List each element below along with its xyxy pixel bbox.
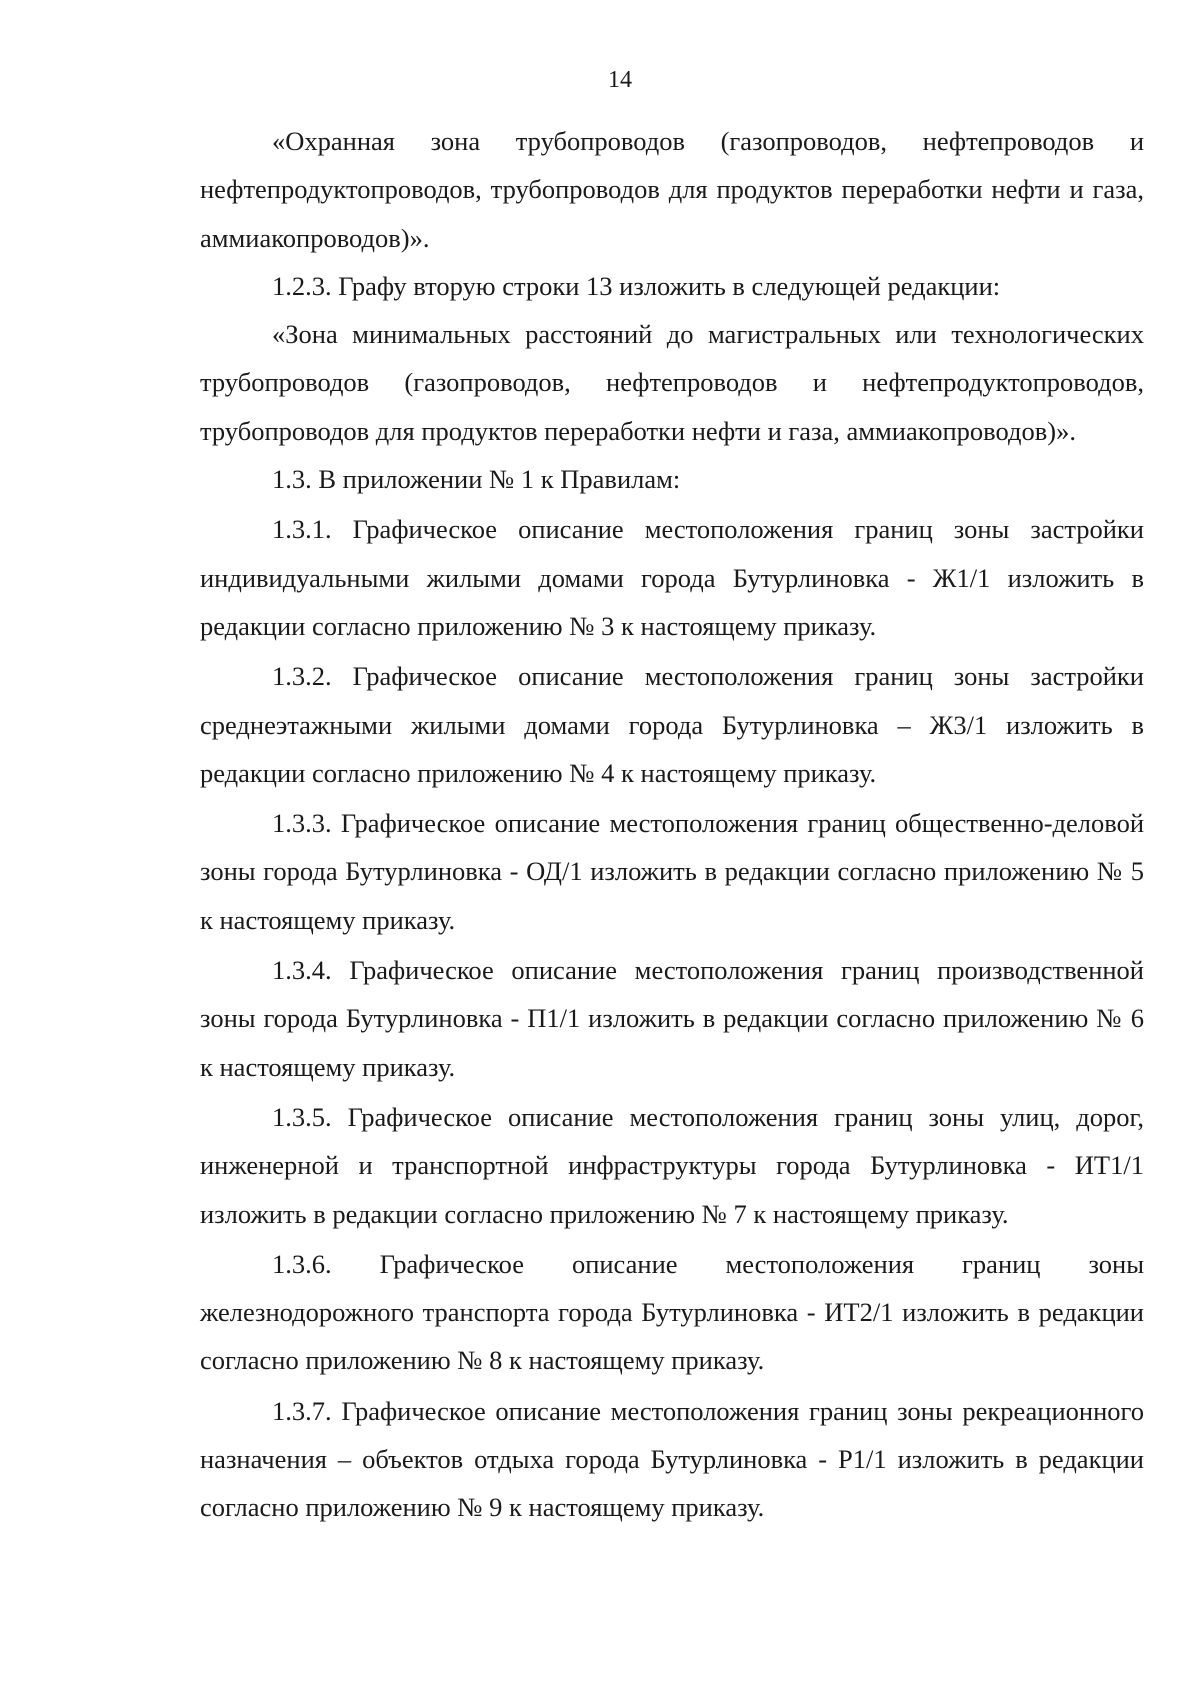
paragraph-1-3-1: 1.3.1. Графическое описание местоположения границ зоны застройки индивидуальными жилыми домами города Бутурлиновка - Ж1/1 изложить в редакции согласно приложению № 3 к настоящему приказу. [200, 514, 1144, 641]
paragraph-1-3-5: 1.3.5. Графическое описание местоположения границ зоны улиц, дорог, инженерной и транспортной инфраструктуры города Бутурлиновка - ИТ1/1 изложить в редакции согласно приложению № 7 к настоящему приказу. [200, 1101, 1144, 1229]
paragraph-1-3-3: 1.3.3. Графическое описание местоположения границ общественно-деловой зоны города Бутурлиновка - ОД/1 изложить в редакции согласно приложению № 5 к настоящему приказу. [200, 808, 1144, 935]
paragraph-1-3-7: 1.3.7. Графическое описание местоположения границ зоны рекреационного назначения – объектов отдыха города Бутурлиновка - Р1/1 изложить в редакции согласно приложению № 9 к настоящему приказу. [200, 1395, 1144, 1523]
paragraph-1-3-6: 1.3.6. Графическое описание местоположения границ зоны железнодорожного транспорта города Бутурлиновка - ИТ2/1 изложить в редакции согласно приложению № 8 к настоящему приказу. [200, 1248, 1144, 1376]
paragraph-min-distance-zone: «Зона минимальных расстояний до магистральных или технологических трубопроводов (газопроводов, нефтепроводов и нефтепродуктопроводов, трубопроводов для продуктов переработки нефти и газа, аммиакопроводов)». [200, 319, 1144, 446]
paragraph-1-3-4: 1.3.4. Графическое описание местоположения границ производственной зоны города Бутурлиновка - П1/1 изложить в редакции согласно приложению № 6 к настоящему приказу. [200, 955, 1144, 1082]
paragraph-1-3: 1.3. В приложении № 1 к Правилам: [272, 464, 681, 495]
paragraph-1-3-2: 1.3.2. Графическое описание местоположения границ зоны застройки среднеэтажными жилыми домами города Бутурлиновка – Ж3/1 изложить в редакции согласно приложению № 4 к настоящему приказу. [200, 661, 1144, 788]
page-number: 14 [608, 67, 632, 93]
paragraph-1-2-3: 1.2.3. Графу вторую строки 13 изложить в следующей редакции: [272, 270, 1001, 301]
document-body [200, 117, 1144, 1532]
paragraph-pipeline-protection-zone: «Охранная зона трубопроводов (газопроводов, нефтепроводов и нефтепродуктопроводов, трубопроводов для продуктов переработки нефти и газа, аммиакопроводов)». [200, 126, 1144, 253]
